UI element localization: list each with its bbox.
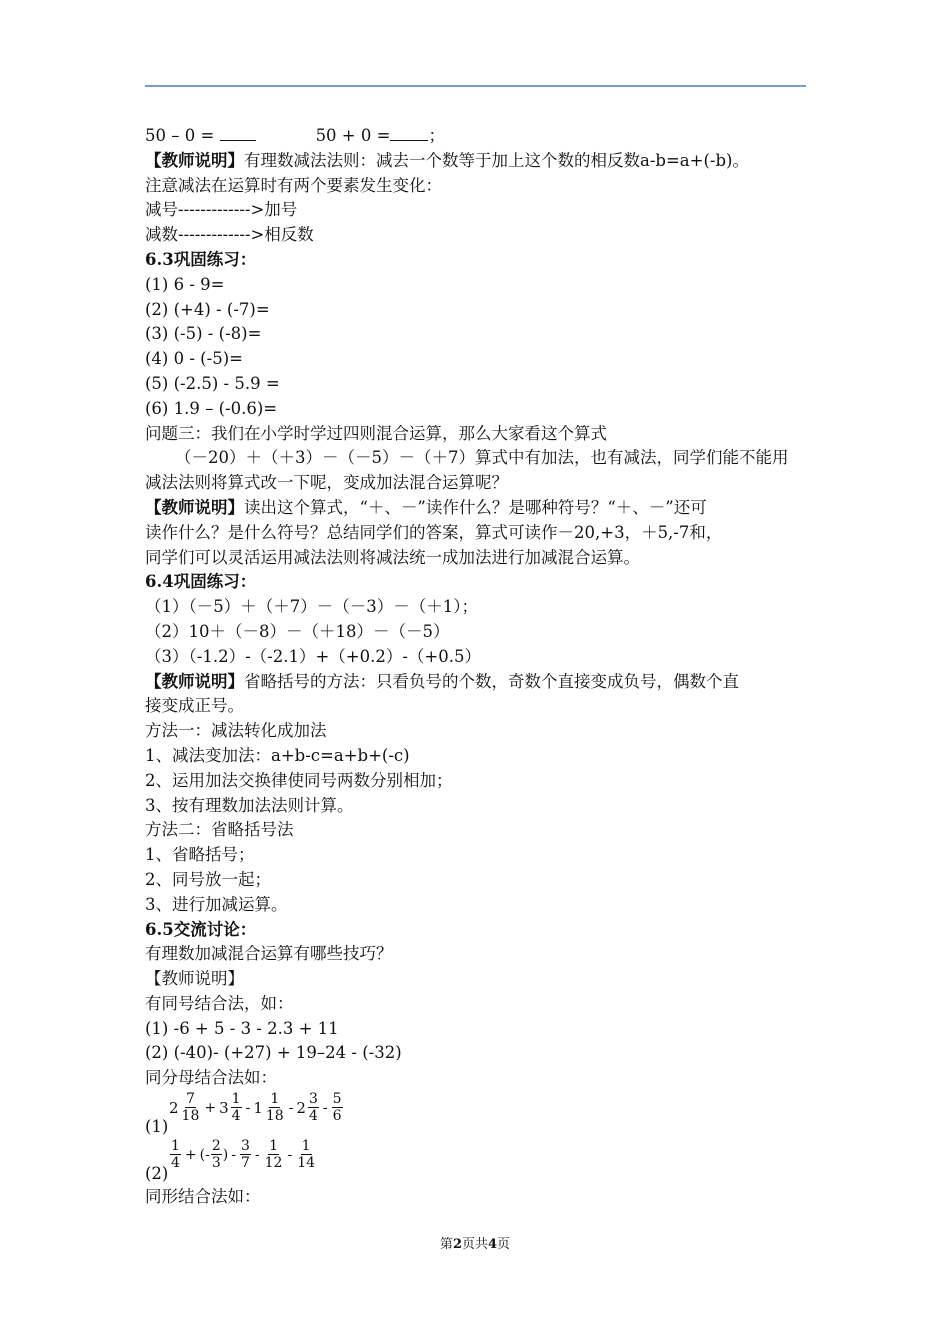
fraction-expression-2 (145, 1138, 815, 1185)
text-line: 读作什么？是什么符号？总结同学们的答案，算式可读作－20,+3，＋5,-7和， (145, 522, 723, 542)
text-line: 接变成正号。 (145, 696, 244, 716)
text-line: 问题三：我们在小学时学过四则混合运算，那么大家看这个算式 (145, 423, 607, 443)
fraction: $\frac{3}{4}$ (308, 1091, 318, 1125)
section-heading: 6.4巩固练习： (145, 572, 257, 592)
text-line: 方法二：省略括号法 (145, 820, 294, 840)
fraction: $\frac{5}{6}$ (332, 1091, 342, 1125)
exercise-item: (4) 0 - (-5)= (145, 349, 243, 369)
exercise-item: (2) (-40)- (+27) + 19–24 - (-32) (145, 1043, 402, 1063)
answer-blank (390, 124, 428, 141)
fraction: $\frac{1}{4}$ (171, 1138, 180, 1172)
exercise-item: （1）（－5）＋（＋7）－（－3）－（＋1）； (145, 597, 478, 617)
header-rule (145, 85, 806, 87)
teacher-note: 【教师说明】省略括号的方法：只看负号的个数，奇数个直接变成负号，偶数个直 (145, 671, 739, 691)
document-body (145, 124, 815, 1210)
teacher-note: 【教师说明】有理数减法法则：减去一个数等于加上这个数的相反数a-b=a+(-b)。 (145, 150, 749, 170)
text-line: 注意减法在运算时有两个要素发生变化： (145, 175, 442, 195)
text-line: 有同号结合法，如： (145, 993, 294, 1013)
page-footer: 第2页共4页 (439, 1237, 511, 1252)
exercise-label: (1) (145, 1117, 169, 1137)
text-line: 1、省略括号； (145, 845, 255, 865)
text-line: 同分母结合法如： (145, 1068, 277, 1088)
exercise-item: （3）（-1.2）-（-2.1）+（+0.2）-（+0.5） (145, 646, 481, 666)
teacher-note-label: 【教师说明】 (145, 969, 244, 989)
teacher-note: 【教师说明】读出这个算式，“＋、－”读作什么？是哪种符号？“＋、－”还可 (145, 497, 707, 517)
exercise-item: (1) -6 + 5 - 3 - 2.3 + 11 (145, 1018, 339, 1038)
exercise-item: (6) 1.9 – (-0.6)= (145, 398, 278, 418)
math-expression: $\frac{1}{4}$ + ( - $\frac{2}{3}$ ) - $\frac{3}{7}$ - $\frac{1}{12}$ - $\frac{1}{14}$ (171, 1138, 316, 1172)
exercise-item: (2) (+4) - (-7)= (145, 299, 270, 319)
fraction: $\frac{1}{12}$ (264, 1138, 283, 1172)
text-line: 减法法则将算式改一下呢，变成加法混合运算呢？ (145, 473, 508, 493)
fraction: $\frac{3}{7}$ (240, 1138, 250, 1172)
text-line: 3、按有理数加法法则计算。 (145, 795, 354, 815)
text-line: 2、同号放一起； (145, 869, 271, 889)
text-line: 1、减法变加法：a+b-c=a+b+(-c) (145, 745, 410, 765)
text-line: 方法一：减法转化成加法 (145, 721, 327, 741)
section-heading: 6.3巩固练习： (145, 249, 257, 269)
page-total: 4 (488, 1237, 498, 1252)
answer-blank (220, 124, 256, 141)
fraction: $\frac{1}{4}$ (231, 1091, 241, 1125)
text-line: 减数------------->相反数 (145, 225, 314, 245)
math-expression: 2 $\frac{7}{18}$ + 3 $\frac{1}{4}$ - 1 $\frac{1}{18}$ - 2 $\frac{3}{4}$ - $\frac{5}{6}$ (169, 1091, 342, 1125)
fraction: $\frac{7}{18}$ (181, 1091, 200, 1125)
text-line: 同形结合法如： (145, 1187, 261, 1207)
text-line: 同学们可以灵活运用减法法则将减法统一成加法进行加减混合运算。 (145, 547, 640, 567)
exercise-item: (1) 6 - 9= (145, 274, 225, 294)
fraction-expression-1 (145, 1091, 815, 1138)
exercise-line: 50 – 0 = 50 + 0 = ； (145, 126, 445, 145)
fraction: $\frac{1}{18}$ (265, 1091, 284, 1125)
text-line: 2、运用加法交换律使同号两数分别相加； (145, 770, 453, 790)
page-number: 2 (452, 1237, 462, 1252)
text-line: （－20）＋（＋3）－（－5）－（＋7）算式中有加法，也有减法，同学们能不能用 (175, 448, 789, 468)
exercise-label: (2) (145, 1164, 169, 1184)
exercise-item: (5) (-2.5) - 5.9 = (145, 373, 280, 393)
exercise-item: (3) (-5) - (-8)= (145, 324, 262, 344)
text-line: 有理数加减混合运算有哪些技巧？ (145, 944, 393, 964)
text-line: 3、进行加减运算。 (145, 894, 288, 914)
text-line: 减号------------->加号 (145, 200, 298, 220)
fraction: $\frac{1}{14}$ (297, 1138, 316, 1172)
section-heading: 6.5交流讨论： (145, 919, 257, 939)
fraction: $\frac{2}{3}$ (211, 1138, 221, 1172)
exercise-item: （2）10＋（－8）－（＋18）－（－5） (145, 621, 450, 641)
